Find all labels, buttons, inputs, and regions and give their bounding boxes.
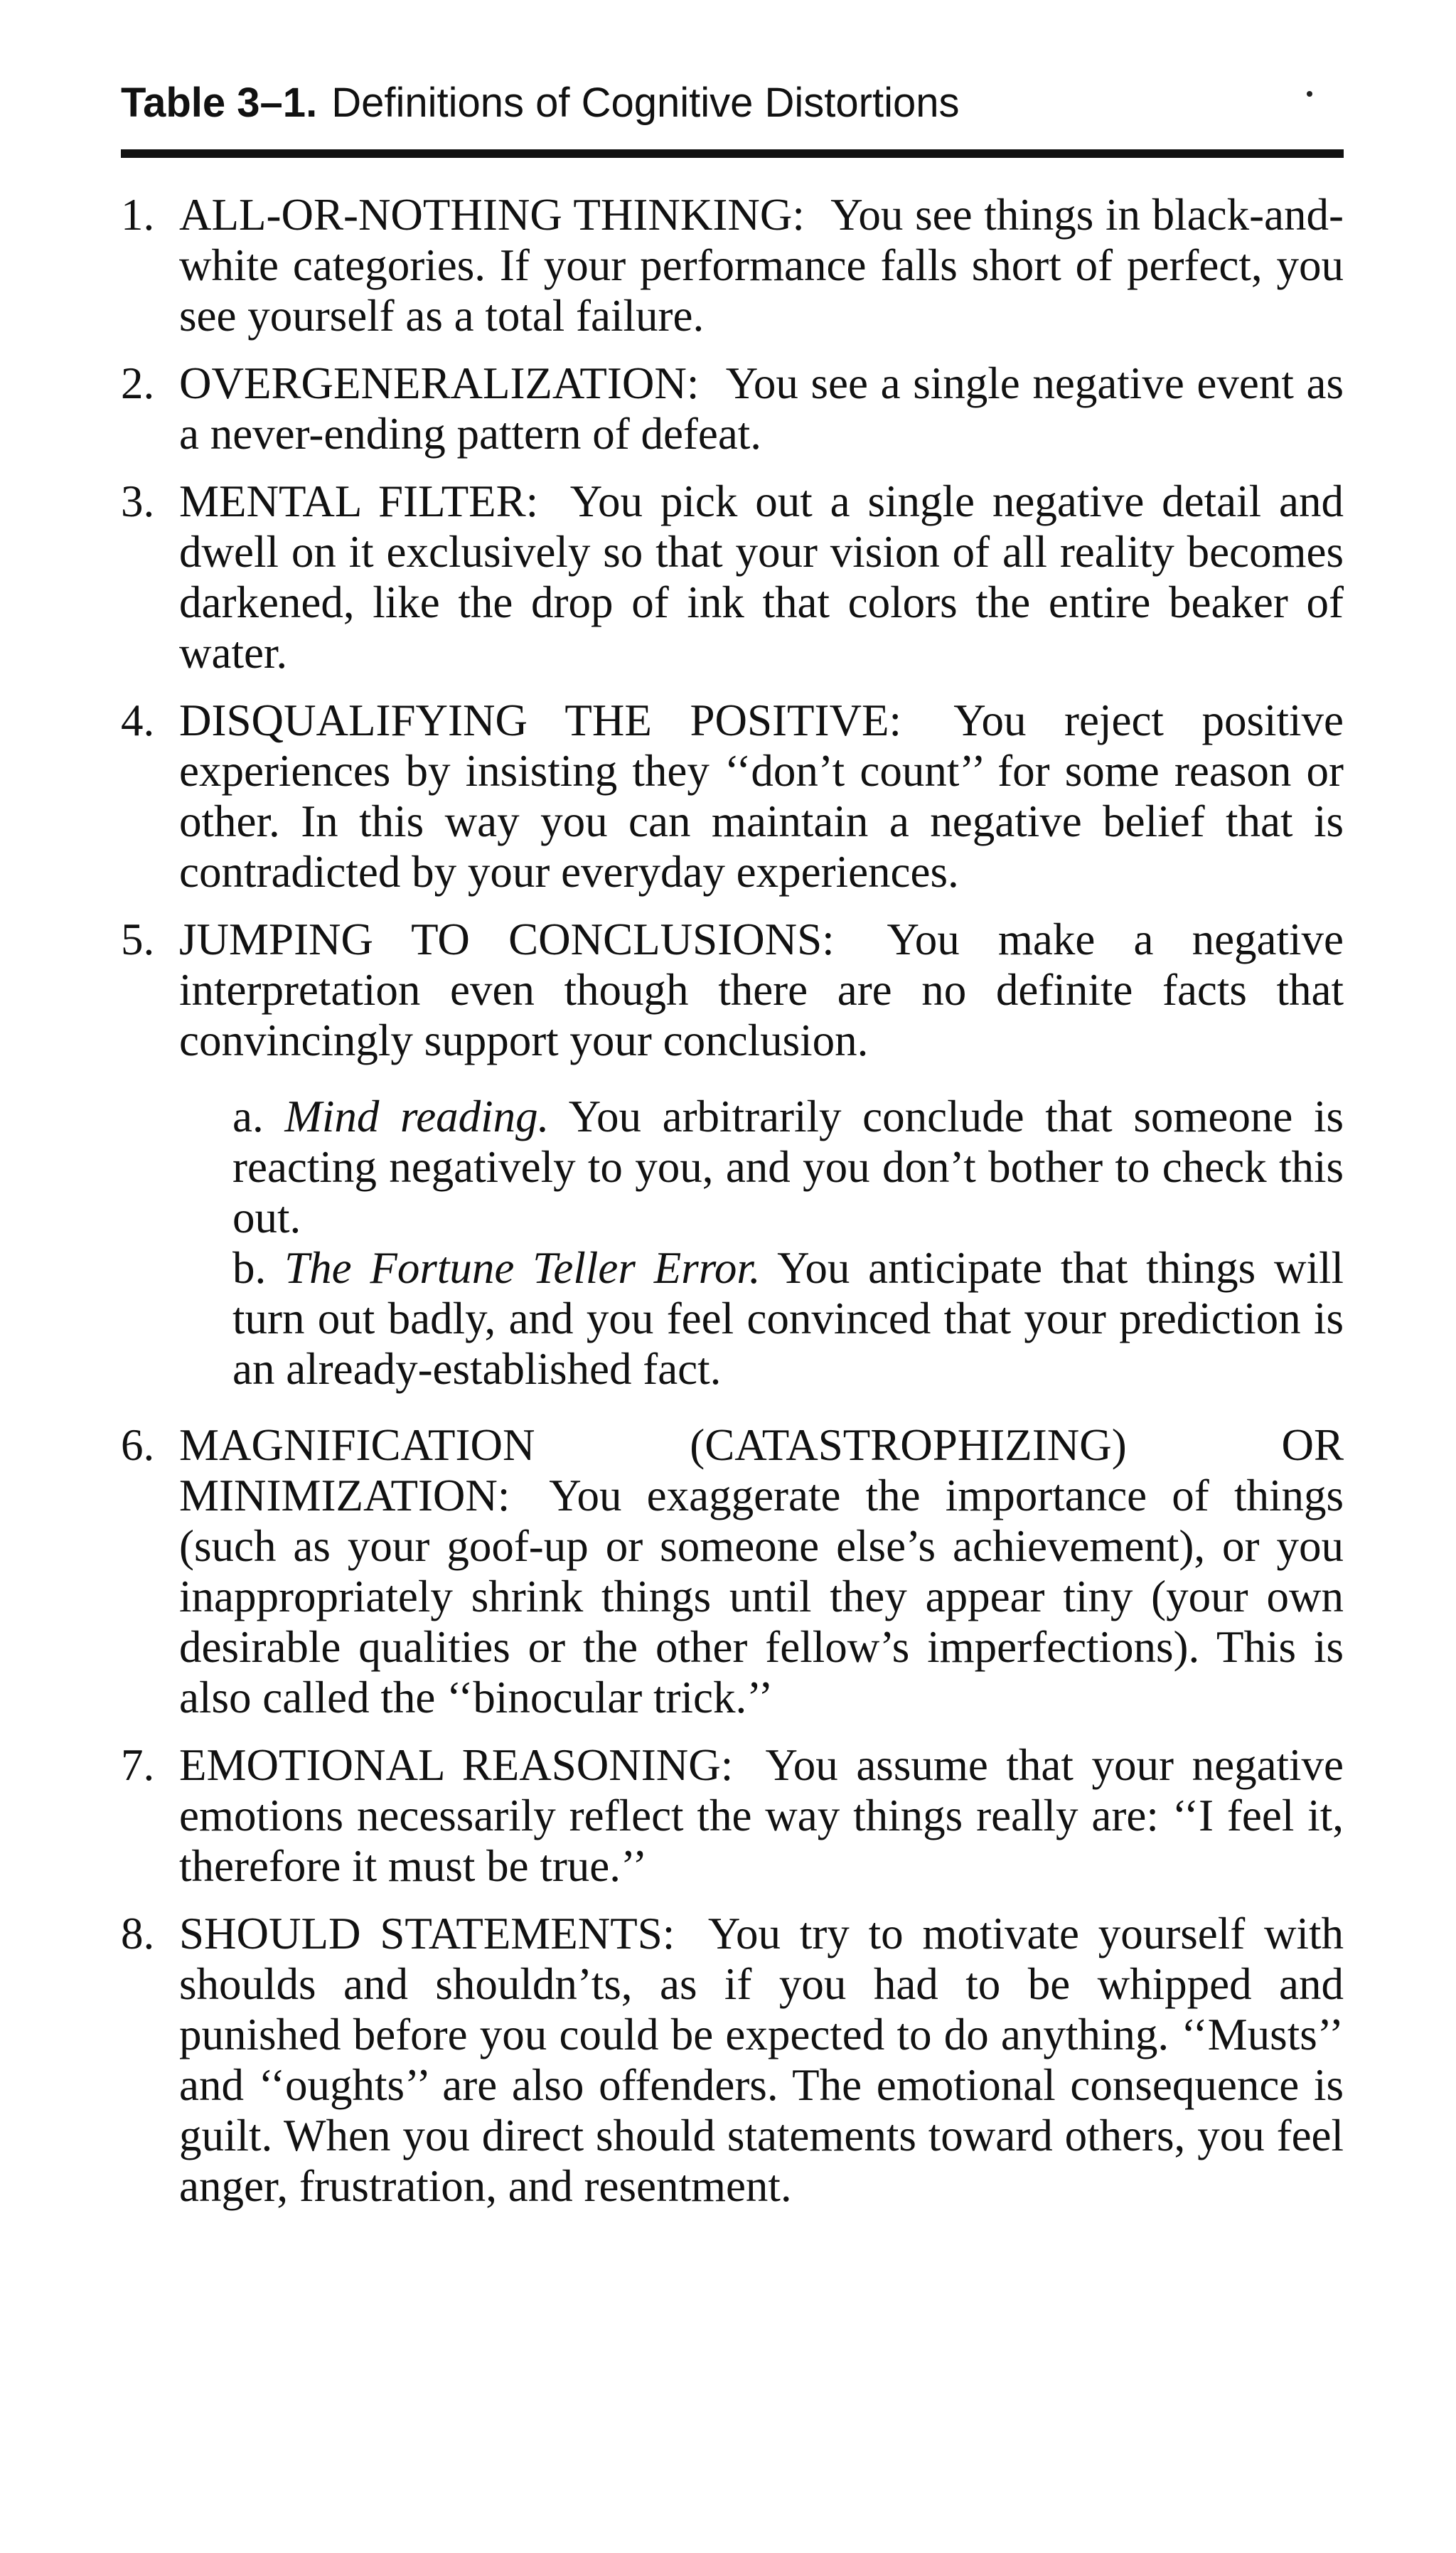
heading-rule (121, 149, 1344, 158)
stray-dot-mark (1307, 91, 1312, 97)
table-heading (121, 71, 1344, 142)
document-page (121, 71, 1344, 2229)
sub-item-letter: b. (232, 1243, 267, 1293)
list-item (121, 915, 1344, 1395)
list-item (121, 1909, 1344, 2212)
sub-item-title: Mind reading. (284, 1092, 550, 1141)
list-item (121, 1420, 1344, 1723)
list-item (121, 1740, 1344, 1892)
sub-item-text: You anticipate that things will turn out badly, and you feel convinced that your prediction is an already-established fact. (232, 1243, 1344, 1394)
item-term: EMOTIONAL REASONING: (179, 1740, 734, 1790)
sub-item-title: The Fortune Teller Error. (284, 1243, 761, 1293)
sub-item-text: You arbitrarily conclude that someone is reacting negatively to you, and you don’t bother to check this out. (232, 1092, 1344, 1242)
sub-item (232, 1092, 1344, 1243)
item-term: MAGNIFICATION (CATASTROPHIZING) OR MINIMIZATION: (179, 1420, 1344, 1520)
item-term: DISQUALIFYING THE POSITIVE: (179, 695, 901, 745)
item-definition: You make a negative interpretation even though there are no definite facts that convincingly support your conclusion. (179, 915, 1344, 1065)
table-caption: Definitions of Cognitive Distortions (331, 80, 960, 126)
item-definition: You reject positive experiences by insisting they ‘‘don’t count’’ for some reason or other. In this way you can maintain a negative belief that is contradicted by your everyday experiences. (179, 695, 1344, 897)
item-term: JUMPING TO CONCLUSIONS: (179, 915, 835, 964)
list-item (121, 358, 1344, 459)
item-term: SHOULD STATEMENTS: (179, 1909, 675, 1958)
item-number: 5. (121, 915, 155, 964)
sub-item (232, 1243, 1344, 1395)
item-number: 6. (121, 1420, 155, 1470)
item-definition: You exaggerate the importance of things (such as your goof-up or someone else’s achievement), or you inappropriately shrink things until they appear tiny (your own desirable qualities or the other fellow’s imperfections). This is also called the ‘‘binocular trick.’’ (179, 1471, 1344, 1722)
item-definition: You try to motivate yourself with shoulds and shouldn’ts, as if you had to be whipped and punished before you could be expected to do anything. ‘‘Musts’’ and ‘‘oughts’’ are also offenders. The emotional consequence is guilt. When you direct should statements toward others, you feel anger, frustration, and resentment. (179, 1909, 1344, 2211)
item-term: ALL-OR-NOTHING THINKING: (179, 190, 805, 240)
list-item (121, 476, 1344, 678)
item-definition: You see a single negative event as a never-ending pattern of defeat. (179, 358, 1344, 459)
sub-list (232, 1092, 1344, 1395)
sub-item-letter: a. (232, 1092, 264, 1141)
distortion-list (121, 190, 1344, 2212)
item-number: 8. (121, 1909, 155, 1958)
item-number: 3. (121, 476, 155, 526)
item-term: MENTAL FILTER: (179, 476, 539, 526)
item-definition: You assume that your negative emotions necessarily reflect the way things really are: ‘‘I feel it, therefore it must be true.’’ (179, 1740, 1344, 1891)
item-term: OVERGENERALIZATION: (179, 358, 700, 408)
item-definition: You see things in black-and-white categories. If your performance falls short of perfect, you see yourself as a total failure. (179, 190, 1344, 341)
item-number: 7. (121, 1740, 155, 1790)
item-definition: You pick out a single negative detail and dwell on it exclusively so that your vision of all reality becomes darkened, like the drop of ink that colors the entire beaker of water. (179, 476, 1344, 678)
item-number: 4. (121, 695, 155, 745)
item-number: 1. (121, 190, 155, 240)
item-number: 2. (121, 358, 155, 408)
table-label: Table 3–1. (121, 80, 318, 126)
list-item (121, 695, 1344, 897)
list-item (121, 190, 1344, 341)
